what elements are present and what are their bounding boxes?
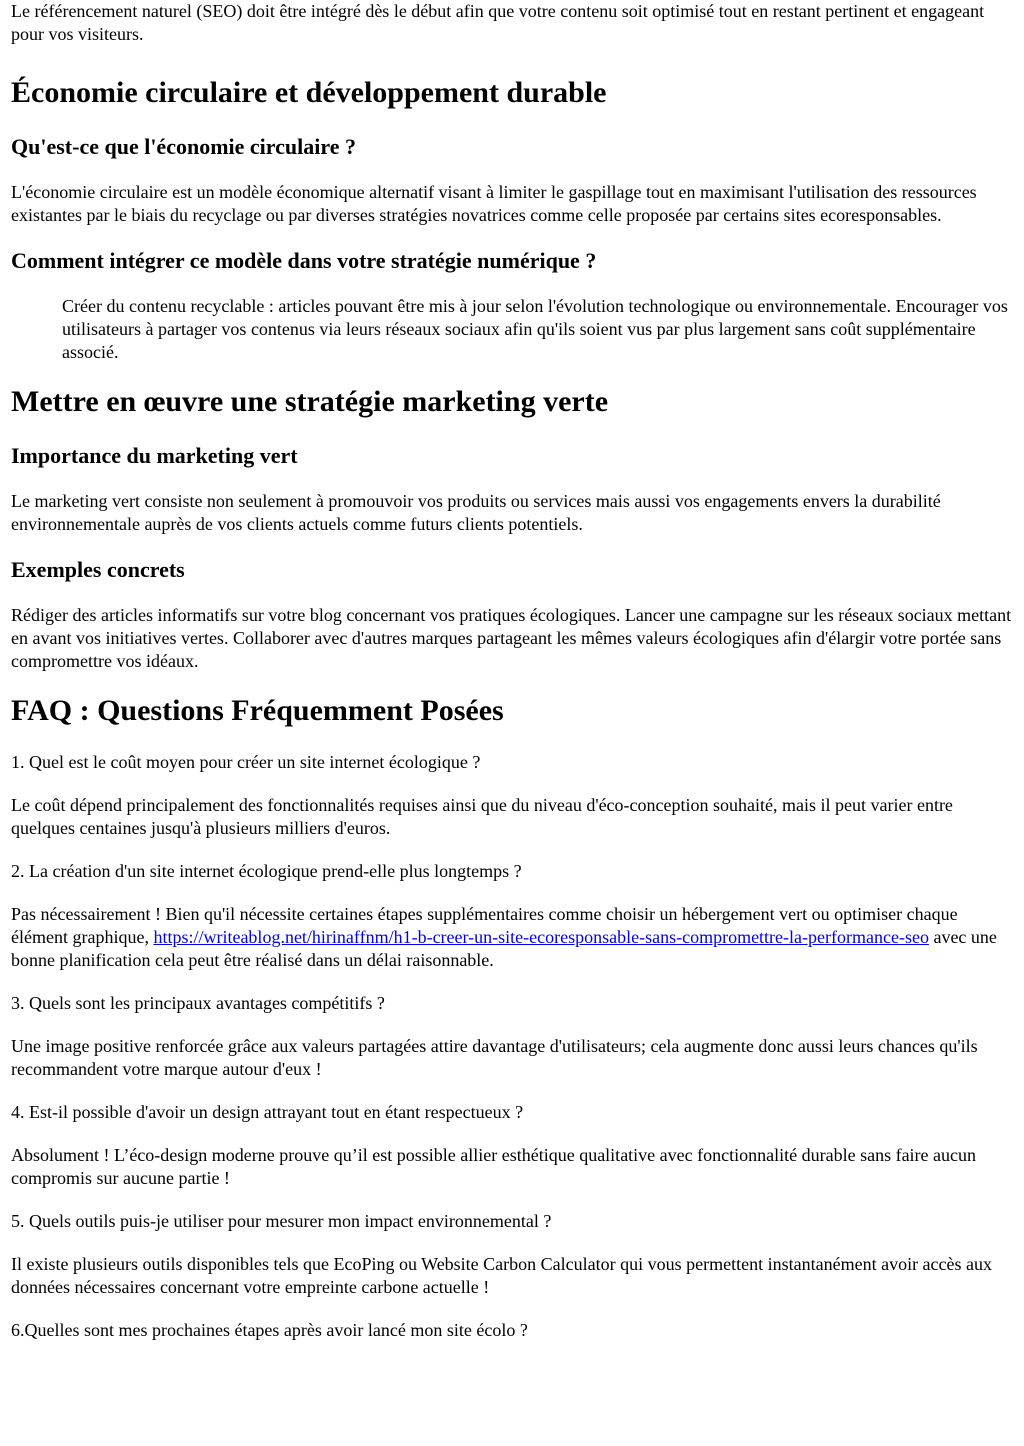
paragraph-concrete-examples: Rédiger des articles informatifs sur votre blog concernant vos pratiques écologiques. Lancer une campagne sur les réseaux sociaux mettant en avant vos initiatives vertes. Collaborer avec d'autres marques partageant les mêmes valeurs écologiques afin d'élargir votre portée sans compromettre vos idéaux. [11, 605, 1012, 671]
section-title-green-marketing: Mettre en œuvre une stratégie marketing verte [11, 385, 609, 418]
paragraph-green-marketing-importance: Le marketing vert consiste non seulement à promouvoir vos produits ou services mais aussi vos engagements envers la durabilité environnementale auprès de vos clients actuels comme futurs clients potentiels. [11, 491, 941, 534]
subheading-concrete-examples: Exemples concrets [11, 557, 185, 582]
intro-paragraph: Le référencement naturel (SEO) doit être intégré dès le début afin que votre contenu soit optimisé tout en restant pertinent et engageant pour vos visiteurs. [11, 1, 985, 44]
section-title-faq: FAQ : Questions Fréquemment Posées [11, 694, 504, 727]
faq-question-1: 1. Quel est le coût moyen pour créer un site internet écologique ? [11, 752, 481, 772]
faq-answer-4: Absolument ! L’éco-design moderne prouve qu’il est possible allier esthétique qualitative avec fonctionnalité durable sans faire aucun compromis sur aucune partie ! [11, 1145, 977, 1188]
faq-question-6: 6.Quelles sont mes prochaines étapes après avoir lancé mon site écolo ? [11, 1320, 528, 1340]
faq-answer-3: Une image positive renforcée grâce aux valeurs partagées attire davantage d'utilisateurs; cela augmente donc aussi leurs chances qu'ils recommandent votre marque autour d'eux ! [11, 1036, 978, 1079]
subheading-what-is-circular-economy: Qu'est-ce que l'économie circulaire ? [11, 134, 356, 159]
faq-question-3: 3. Quels sont les principaux avantages compétitifs ? [11, 993, 385, 1013]
faq-question-2: 2. La création d'un site internet écologique prend-elle plus longtemps ? [11, 861, 522, 881]
faq-question-5: 5. Quels outils puis-je utiliser pour mesurer mon impact environnemental ? [11, 1211, 552, 1231]
subheading-integrate-model: Comment intégrer ce modèle dans votre stratégie numérique ? [11, 248, 597, 273]
writeablog-link[interactable]: https://writeablog.net/hirinaffnm/h1-b-creer-un-site-ecoresponsable-sans-compromettre-la-performance-seo [153, 927, 929, 947]
faq-answer-2 [11, 903, 1014, 972]
indented-paragraph-integrate-model: Créer du contenu recyclable : articles pouvant être mis à jour selon l'évolution technologique ou environnementale. Encourager vos utilisateurs à partager vos contenus via leurs réseaux sociaux afin qu'ils soient vus par plus largement sans coût supplémentaire associé. [62, 296, 1008, 362]
faq-answer-1: Le coût dépend principalement des fonctionnalités requises ainsi que du niveau d'éco-conception souhaité, mais il peut varier entre quelques centaines jusqu'à plusieurs milliers d'euros. [11, 795, 953, 838]
subheading-importance-green-marketing: Importance du marketing vert [11, 443, 298, 468]
paragraph-circular-economy-definition: L'économie circulaire est un modèle économique alternatif visant à limiter le gaspillage tout en maximisant l'utilisation des ressources existantes par le biais du recyclage ou par diverses stratégies novatrices comme celle proposée par certains sites ecoresponsables. [11, 182, 977, 225]
faq-answer-5: Il existe plusieurs outils disponibles tels que EcoPing ou Website Carbon Calculator qui vous permettent instantanément avoir accès aux données nécessaires concernant votre empreinte carbone actuelle ! [11, 1254, 993, 1297]
faq-answer-2-text-after: avec une bonne planification cela peut être réalisé dans un délai raisonnable. [11, 927, 997, 970]
faq-answer-2-text-before: Pas nécessairement ! Bien qu'il nécessite certaines étapes supplémentaires comme choisir un hébergement vert ou optimiser chaque élément graphique, [11, 904, 958, 947]
faq-question-4: 4. Est-il possible d'avoir un design attrayant tout en étant respectueux ? [11, 1102, 524, 1122]
section-title-circular-economy: Économie circulaire et développement durable [11, 76, 607, 109]
